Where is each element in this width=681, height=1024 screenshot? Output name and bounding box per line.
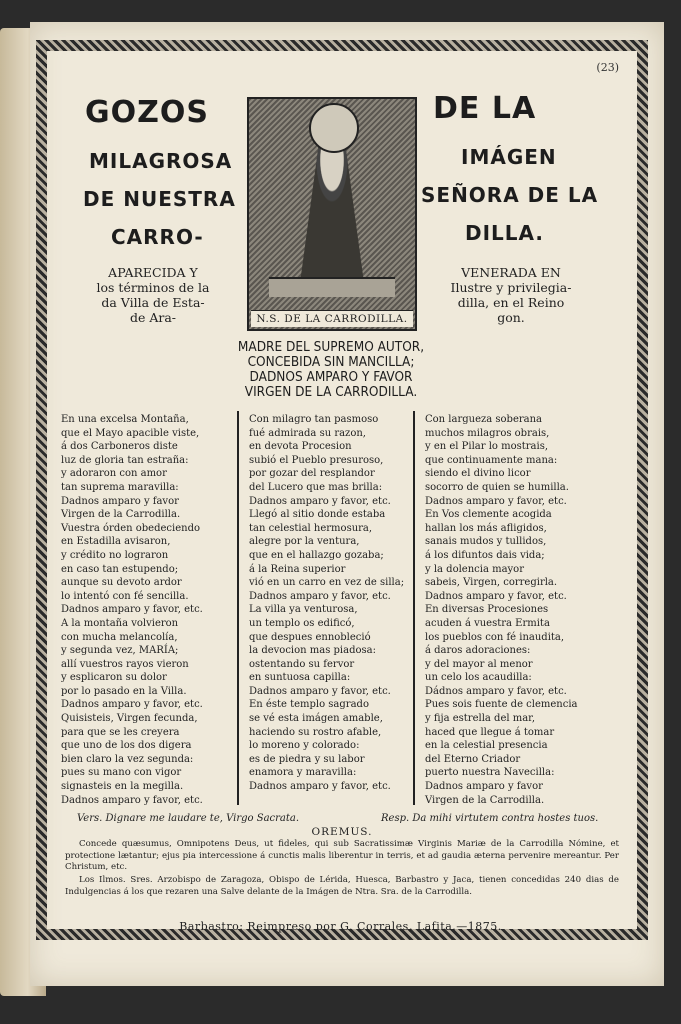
verse-line: A la montaña volvieron	[61, 617, 179, 629]
title-senora-de-la: SEÑORA DE LA	[421, 183, 599, 207]
verse-line: En una excelsa Montaña,	[61, 414, 189, 425]
verse-line: alegre por la ventura,	[249, 536, 360, 548]
verse-line: Quisisteis, Virgen fecunda,	[61, 713, 198, 725]
verse-line: Dádnos amparo y favor, etc.	[425, 685, 567, 697]
verse-line: á los difuntos dais vida;	[425, 549, 545, 561]
title-carro: CARRO-	[111, 225, 204, 249]
verse-line: haciendo su rostro afable,	[249, 726, 382, 738]
subtitle-right: VENERADA EN Ilustre y privilegia- dilla, en el Reino gon.	[450, 265, 572, 325]
verse-line: un celo los acaudilla:	[425, 672, 532, 684]
verse-line: tan celestial hermosura,	[249, 522, 373, 534]
verse-line: muchos milagros obrais,	[425, 427, 550, 439]
verse-line: á daros adoraciones:	[425, 645, 531, 657]
column-rule-1	[237, 411, 239, 805]
verse-line: luz de gloria tan estraña:	[61, 454, 189, 466]
verse-line: sabeis, Virgen, corregirla.	[425, 577, 558, 589]
verse-column-3	[425, 413, 578, 807]
verse-line: que continuamente mana:	[425, 454, 558, 466]
verse-line: puerto nuestra Navecilla:	[425, 767, 555, 779]
verse-line: es de piedra y su labor	[249, 753, 365, 765]
verse-line: lo intentó con fé sencilla.	[61, 590, 189, 602]
verse-line: Dadnos amparo y favor, etc.	[61, 794, 203, 806]
oremus-heading: OREMUS.	[311, 826, 373, 838]
verse-line: y en el Pilar lo mostrais,	[425, 441, 549, 453]
verse-column-1	[61, 413, 203, 807]
verse-line: en devota Procesion	[249, 441, 352, 453]
verse-line: y crédito no lograron	[61, 549, 169, 561]
verse-line: Dadnos amparo y favor	[61, 495, 179, 507]
verse-line: Virgen de la Carrodilla.	[61, 509, 181, 521]
verse-line: Con milagro tan pasmoso	[249, 414, 379, 425]
verse-line: La villa ya venturosa,	[249, 604, 358, 616]
verse-line: Dadnos amparo y favor, etc.	[425, 495, 567, 507]
verse-line: Vuestra órden obedeciendo	[61, 522, 200, 534]
verse-line: haced que llegue á tomar	[425, 726, 555, 738]
woodcut-caption: N.S. DE LA CARRODILLA.	[251, 310, 413, 327]
verse-line: ostentando su fervor	[249, 658, 355, 670]
verse-line: del Lucero que mas brilla:	[249, 481, 383, 493]
verse-line: que en el hallazgo gozaba;	[249, 549, 384, 561]
verse-line: y fija estrella del mar,	[425, 713, 536, 725]
verse-line: en caso tan estupendo;	[61, 563, 179, 575]
verse-column-2	[249, 413, 404, 794]
verse-line: enamora y maravilla:	[249, 767, 357, 779]
verse-line: socorro de quien se humilla.	[425, 481, 569, 493]
title-milagrosa: MILAGROSA	[89, 149, 233, 173]
verse-line: á dos Carboneros diste	[61, 441, 178, 453]
halo-crown	[309, 103, 359, 153]
verse-line: Dadnos amparo y favor, etc.	[425, 590, 567, 602]
indulgence-text: Los Ilmos. Sres. Arzobispo de Zaragoza, Obispo de Lérida, Huesca, Barbastro y Jaca, tienen concedidas 240 dias de Indulgencias á los que rezaren una Salve delante de la Imágen de Ntra. Sra. de la Carrodilla.	[65, 875, 619, 897]
refrain-stanza: MADRE DEL SUPREMO AUTOR, CONCEBIDA SIN MANCILLA; DADNOS AMPARO Y FAVOR VIRGEN DE LA CARRODILLA.	[237, 339, 425, 400]
verse-line: á la Reina superior	[249, 563, 346, 575]
versicle: Vers. Dignare me laudare te, Virgo Sacrata.	[77, 813, 300, 824]
verse-line: y la dolencia mayor	[425, 563, 524, 575]
prayer-text: Concede quæsumus, Omnipotens Deus, ut fideles, qui sub Sacratissimæ Virginis Mariæ de la Carrodilla Nómine, et protectione lætantur; ejus pia intercessione á cunctis malis liberentur in terris, et ad gaudia æterna pervenire mereantur. Per Christum, etc.	[65, 839, 619, 873]
verse-line: y adoraron con amor	[61, 468, 167, 480]
verse-line: Con largueza soberana	[425, 414, 543, 425]
verse-line: vió en un carro en vez de silla;	[249, 577, 405, 589]
verse-line: Dadnos amparo y favor, etc.	[249, 495, 391, 507]
verse-line: por lo pasado en la Villa.	[61, 685, 187, 697]
verse-line: fué admirada su razon,	[249, 427, 366, 439]
verse-line: que el Mayo apacible viste,	[61, 427, 200, 439]
verse-line: se vé esta imágen amable,	[249, 713, 383, 725]
verse-line: hallan los más afligidos,	[425, 522, 547, 534]
verse-line: Pues sois fuente de clemencia	[425, 699, 578, 711]
verse-line: Dadnos amparo y favor, etc.	[249, 685, 391, 697]
verse-line: allí vuestros rayos vieron	[61, 658, 189, 670]
page-content	[61, 61, 623, 919]
title-gozos: GOZOS	[85, 95, 209, 130]
verse-line: sanais mudos y tullidos,	[425, 536, 547, 548]
verse-line: un templo os edificó,	[249, 617, 355, 629]
verse-line: en la celestial presencia	[425, 740, 548, 752]
verse-line: Dadnos amparo y favor, etc.	[61, 604, 203, 616]
verse-line: bien claro la vez segunda:	[61, 753, 194, 765]
verse-line: del Eterno Criador	[425, 753, 521, 765]
title-de-la: DE LA	[433, 91, 537, 126]
response: Resp. Da mihi virtutem contra hostes tuos.	[381, 813, 599, 824]
verse-line: la devocion mas piadosa:	[249, 645, 376, 657]
ornamental-border	[36, 40, 648, 940]
verse-line: lo moreno y colorado:	[249, 740, 360, 752]
column-rule-2	[413, 411, 415, 805]
verse-line: siendo el divino licor	[425, 468, 531, 480]
verse-line: que uno de los dos digera	[61, 740, 192, 752]
verse-line: en suntuosa capilla:	[249, 672, 351, 684]
verse-line: tan suprema maravilla:	[61, 481, 179, 493]
verse-line: y segunda vez, MARÍA;	[61, 645, 179, 657]
verse-line: En diversas Procesiones	[425, 604, 549, 616]
virgin-woodcut-image	[247, 97, 417, 331]
verse-line: subió el Pueblo presuroso,	[249, 454, 384, 466]
folio-number: (23)	[596, 61, 619, 74]
title-dilla: DILLA.	[465, 221, 544, 245]
verse-line: por gozar del resplandor	[249, 468, 375, 480]
subtitle-left: APARECIDA Y los términos de la da Villa de Esta- de Ara-	[96, 265, 210, 325]
verse-line: pues su mano con vigor	[61, 767, 182, 779]
title-de-nuestra: DE NUESTRA	[83, 187, 236, 211]
verse-line: para que se les creyera	[61, 726, 180, 738]
verse-line: y del mayor al menor	[425, 658, 533, 670]
title-imagen: IMÁGEN	[461, 145, 557, 169]
verse-line: Dadnos amparo y favor, etc.	[249, 590, 391, 602]
cart-base	[269, 277, 395, 297]
verse-line: signasteis en la megilla.	[61, 781, 184, 793]
verse-line: En éste templo sagrado	[249, 699, 369, 711]
verse-line: en Estadilla avisaron,	[61, 536, 171, 548]
verse-line: Dadnos amparo y favor, etc.	[249, 781, 391, 793]
imprint-line: Barbastro: Reimpreso por G. Corrales, Lafita.—1875.	[179, 920, 502, 933]
verse-line: Virgen de la Carrodilla.	[425, 794, 545, 806]
verse-line: con mucha melancolía,	[61, 631, 178, 643]
verse-line: Llegó al sitio donde estaba	[249, 509, 386, 521]
verse-line: Dadnos amparo y favor, etc.	[61, 699, 203, 711]
verse-line: acuden á vuestra Ermita	[425, 617, 550, 629]
verse-line: En Vos clemente acogida	[425, 509, 552, 521]
verse-line: aunque su devoto ardor	[61, 577, 182, 589]
verse-line: que despues ennobleció	[249, 631, 371, 643]
verse-line: Dadnos amparo y favor	[425, 781, 543, 793]
verse-line: y esplicaron su dolor	[61, 672, 167, 684]
verse-line: los pueblos con fé inaudita,	[425, 631, 565, 643]
